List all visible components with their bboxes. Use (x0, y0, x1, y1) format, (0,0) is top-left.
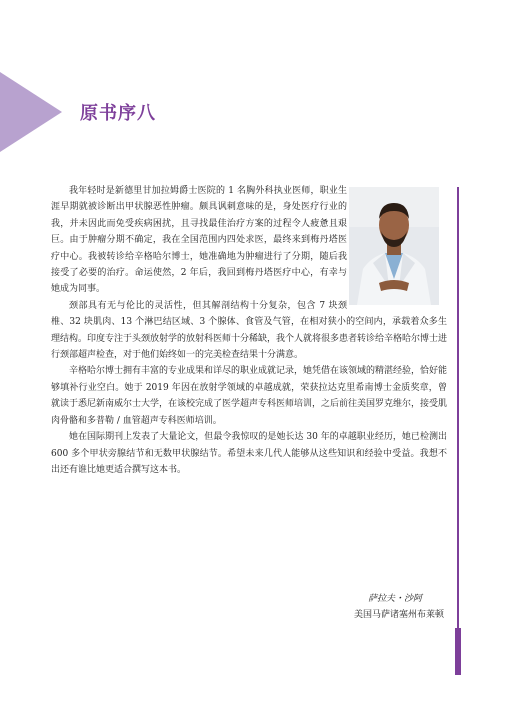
corner-triangle-decoration (0, 72, 62, 152)
paragraph-1: 我年轻时是新德里甘加拉姆爵士医院的 1 名胸外科执业医师，职业生涯早期就被诊断出甲状腺恶性肿瘤。颇具讽刺意味的是，身处医疗行业的我，并未因此而免受疾病困扰，且寻找最佳治疗方案的过程令人疲惫且艰巨。由于肿瘤分期不确定，我在全国范围内四处求医，最终来到梅丹塔医疗中心。我被转诊给辛格哈尔博士，她准确地为肿瘤进行了分期，随后我接受了必要的治疗。命运使然，2 年后，我回到梅丹塔医疗中心，有幸与她成为同事。 (51, 186, 347, 295)
paragraph-4: 她在国际期刊上发表了大量论文，但最令我惊叹的是她长达 30 年的卓越职业经历，她已检测出 600 多个甲状旁腺结节和无数甲状腺结节。希望未来几代人能够从这些知识和经验中受益。我想不出还有谁比她更适合撰写这本书。 (51, 432, 447, 475)
paragraph-2: 颈部具有无与伦比的灵活性，但其解剖结构十分复杂，包含 7 块颈椎、32 块肌肉、13 个淋巴结区域、3 个腺体、食管及气管，在相对狭小的空间内，承载着众多生理结构。印度专注于头颈放射学的放射科医师十分稀缺，我个人就将很多患者转诊给辛格哈尔博士进行颈部超声检查，对于他们始终如一的完美检查结果十分满意。 (51, 300, 448, 361)
signature-block (354, 591, 444, 623)
photo-wrap-space (347, 183, 447, 311)
margin-rule-accent (455, 628, 461, 675)
author-location: 美国马萨诸塞州布莱顿 (353, 610, 444, 620)
margin-rule (457, 187, 459, 675)
page-title: 原书序八 (80, 103, 156, 124)
author-name: 萨拉夫・沙阿 (367, 594, 422, 604)
preface-body (51, 183, 447, 478)
paragraph-3: 辛格哈尔博士拥有丰富的专业成果和详尽的职业成就记录，她凭借在该领域的精湛经验，恰好能够填补行业空白。她于 2019 年因在放射学领域的卓越成就，荣获拉达克里希南博士金质奖章，曾就读于悉尼新南威尔士大学，在该校完成了医学超声专科医师培训，之后前往美国罗克维尔，接受肌肉骨骼和多普勒 / 血管超声专科医师培训。 (51, 366, 448, 426)
